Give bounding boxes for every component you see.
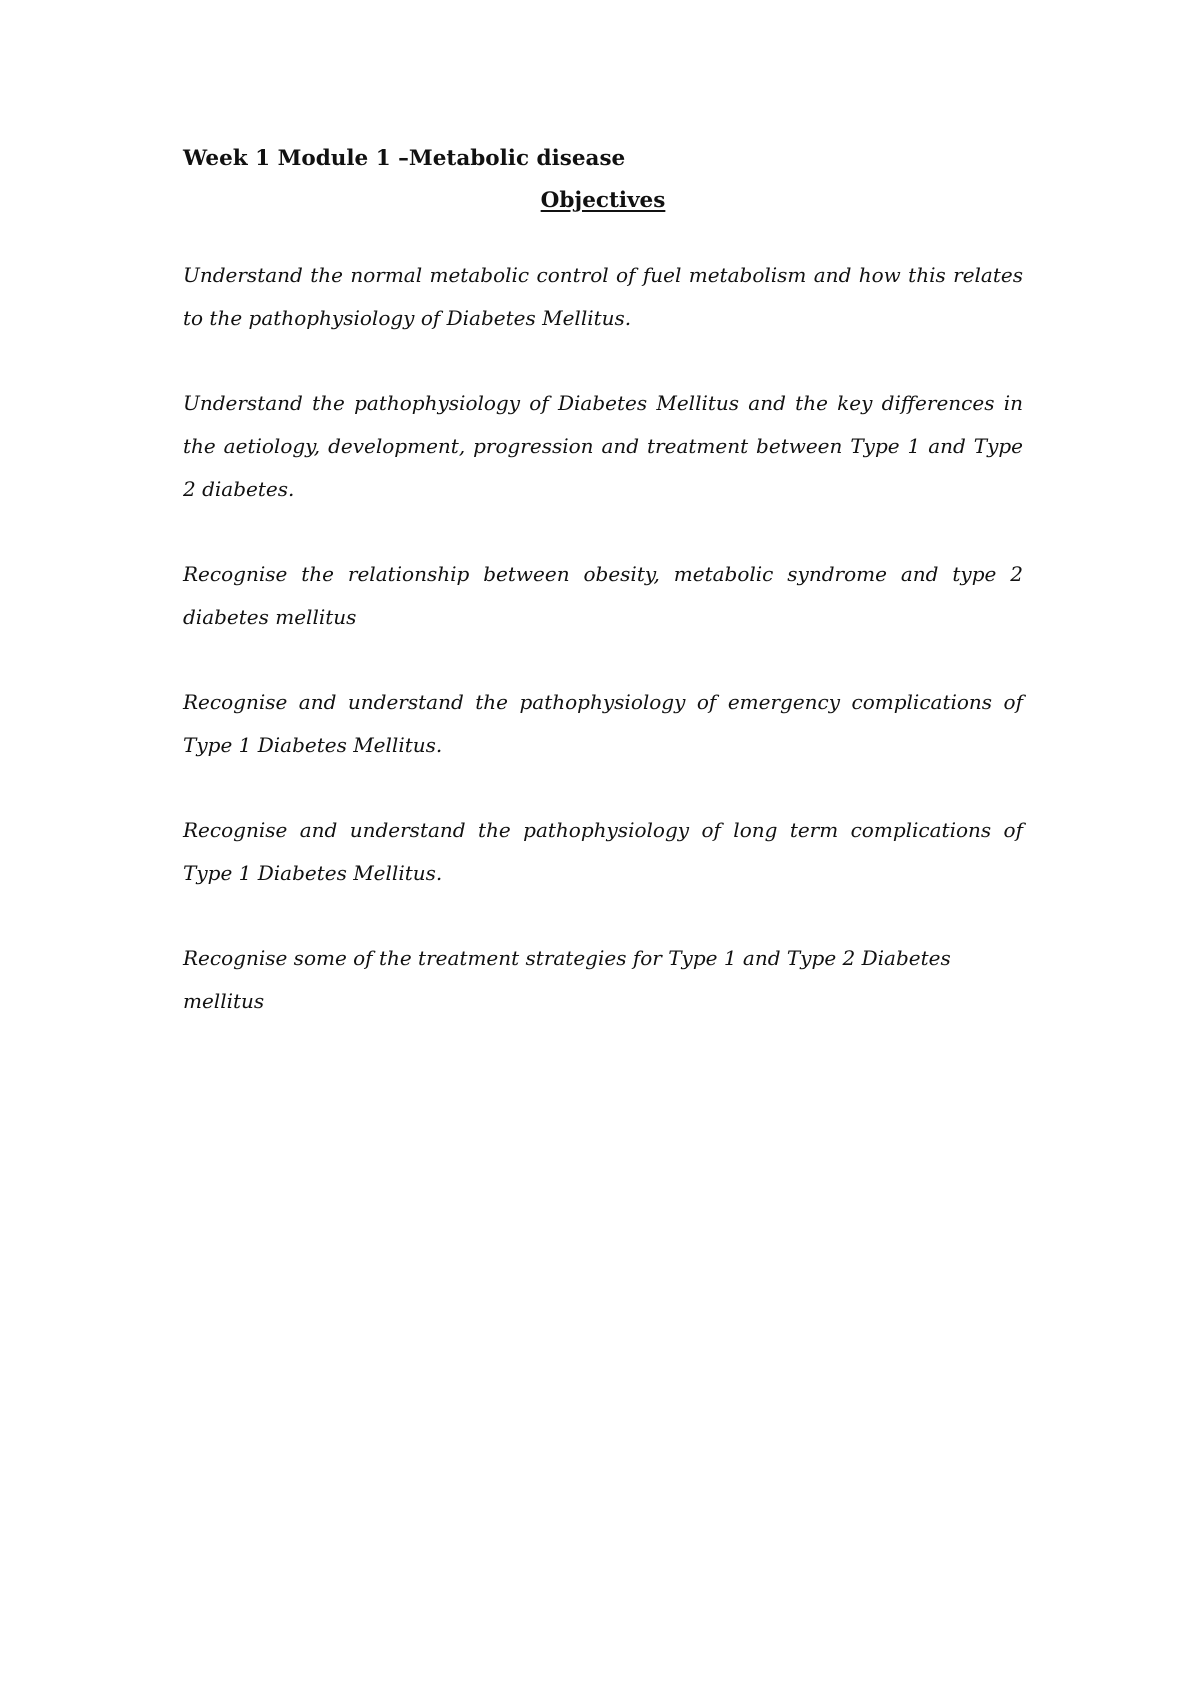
objective-item: Recognise some of the treatment strategies for Type 1 and Type 2 Diabetes mellitus xyxy=(183,946,951,1013)
objectives-list xyxy=(183,254,1023,1023)
document-content xyxy=(183,142,1023,1023)
objective-item: Recognise the relationship between obesity, metabolic syndrome and type 2 diabetes mellitus xyxy=(183,562,1023,629)
objective-item: Understand the normal metabolic control of fuel metabolism and how this relates to the pathophysiology of Diabetes Mellitus. xyxy=(183,263,1023,330)
section-heading: Objectives xyxy=(540,188,666,213)
document-title: Week 1 Module 1 –Metabolic disease xyxy=(183,146,626,171)
objective-item: Recognise and understand the pathophysiology of long term complications of Type 1 Diabetes Mellitus. xyxy=(183,818,1023,885)
objective-item: Recognise and understand the pathophysiology of emergency complications of Type 1 Diabetes Mellitus. xyxy=(183,690,1023,757)
objective-item: Understand the pathophysiology of Diabetes Mellitus and the key differences in the aetiology, development, progression and treatment between Type 1 and Type 2 diabetes. xyxy=(183,391,1023,501)
